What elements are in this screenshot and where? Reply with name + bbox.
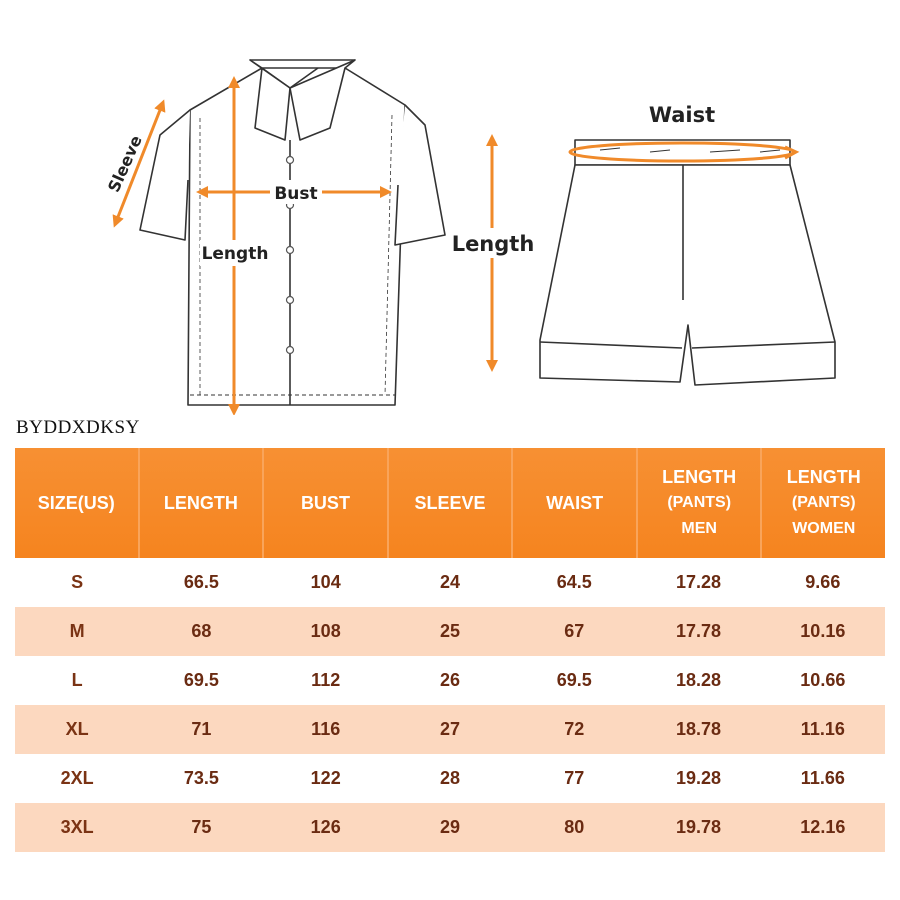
measurement-cell: 17.78 xyxy=(676,621,722,641)
measurement-cell: 80 xyxy=(564,817,585,837)
measurement-cell: 17.28 xyxy=(676,572,722,592)
measurement-cell: 112 xyxy=(311,670,341,690)
measurement-cell: 11.66 xyxy=(800,768,845,788)
measurement-cell: 10.16 xyxy=(800,621,846,641)
measurement-cell: 26 xyxy=(439,670,460,690)
measurement-cell: 19.28 xyxy=(676,768,722,788)
measurement-cell: 25 xyxy=(439,621,460,641)
measurement-cell: 67 xyxy=(564,621,585,641)
measurement-cell: 73.5 xyxy=(183,768,219,788)
shorts-length-label: Length xyxy=(451,232,535,256)
size-cell: XL xyxy=(65,719,89,739)
header-text: LENGTH xyxy=(163,493,238,513)
header-cell xyxy=(638,448,763,558)
table-header xyxy=(15,448,885,558)
header-cell xyxy=(762,448,885,558)
measurement-cell: 71 xyxy=(191,719,212,739)
measurement-cell: 27 xyxy=(439,719,460,739)
measurement-cell: 69.5 xyxy=(556,670,592,690)
measurement-cell: 18.28 xyxy=(676,670,722,690)
measurement-cell: 122 xyxy=(310,768,341,788)
header-cell xyxy=(264,448,389,558)
table-row xyxy=(15,705,885,754)
size-cell: 2XL xyxy=(60,768,94,788)
measurement-cell: 68 xyxy=(191,621,212,641)
size-chart-table xyxy=(15,448,885,852)
size-cell: 3XL xyxy=(60,817,94,837)
waist-label: Waist xyxy=(648,103,716,127)
measurement-cell: 18.78 xyxy=(676,719,722,739)
size-cell: L xyxy=(71,670,83,690)
brand-name: BYDDXDKSY xyxy=(16,417,140,438)
header-cell xyxy=(513,448,638,558)
header-text: WAIST xyxy=(546,493,604,513)
header-text: (PANTS) xyxy=(791,494,856,511)
table-row xyxy=(15,558,885,607)
header-cell xyxy=(389,448,514,558)
shirt-length-label: Length xyxy=(201,244,269,264)
header-text: SLEEVE xyxy=(414,493,486,513)
measurement-cell: 126 xyxy=(310,817,341,837)
header-text: LENGTH xyxy=(786,467,861,487)
table-row xyxy=(15,607,885,656)
table-row xyxy=(15,803,885,852)
size-cell: M xyxy=(69,621,85,641)
measurement-cell: 11.16 xyxy=(800,719,845,739)
table-body xyxy=(15,558,885,852)
measurement-cell: 69.5 xyxy=(183,670,219,690)
header-text: LENGTH xyxy=(662,467,737,487)
measurement-cell: 72 xyxy=(564,719,585,739)
header-text: WOMEN xyxy=(792,520,856,537)
table-row xyxy=(15,754,885,803)
bust-label: Bust xyxy=(274,184,318,204)
sleeve-label: Sleeve xyxy=(104,132,146,196)
header-text: MEN xyxy=(681,520,717,537)
measurement-cell: 77 xyxy=(564,768,585,788)
header-text: (PANTS) xyxy=(667,494,732,511)
measurement-cell: 10.66 xyxy=(800,670,846,690)
header-cell xyxy=(140,448,265,558)
measurement-cell: 75 xyxy=(191,817,212,837)
measurement-cell: 108 xyxy=(310,621,341,641)
header-text: SIZE(US) xyxy=(37,493,115,513)
garment-measurement-diagram xyxy=(0,0,900,415)
measurement-cell: 104 xyxy=(310,572,341,592)
size-cell: S xyxy=(71,572,84,592)
measurement-cell: 116 xyxy=(311,719,341,739)
shirt-drawing xyxy=(140,60,445,405)
measurement-cell: 64.5 xyxy=(556,572,592,592)
measurement-cell: 19.78 xyxy=(676,817,722,837)
measurement-cell: 12.16 xyxy=(800,817,846,837)
measurement-cell: 24 xyxy=(439,572,460,592)
shorts-drawing xyxy=(540,140,835,385)
measurement-cell: 66.5 xyxy=(183,572,219,592)
header-text: BUST xyxy=(300,493,350,513)
measurement-cell: 28 xyxy=(439,768,460,788)
measurement-cell: 9.66 xyxy=(805,572,841,592)
header-cell xyxy=(15,448,140,558)
table-row xyxy=(15,656,885,705)
measurement-cell: 29 xyxy=(439,817,460,837)
